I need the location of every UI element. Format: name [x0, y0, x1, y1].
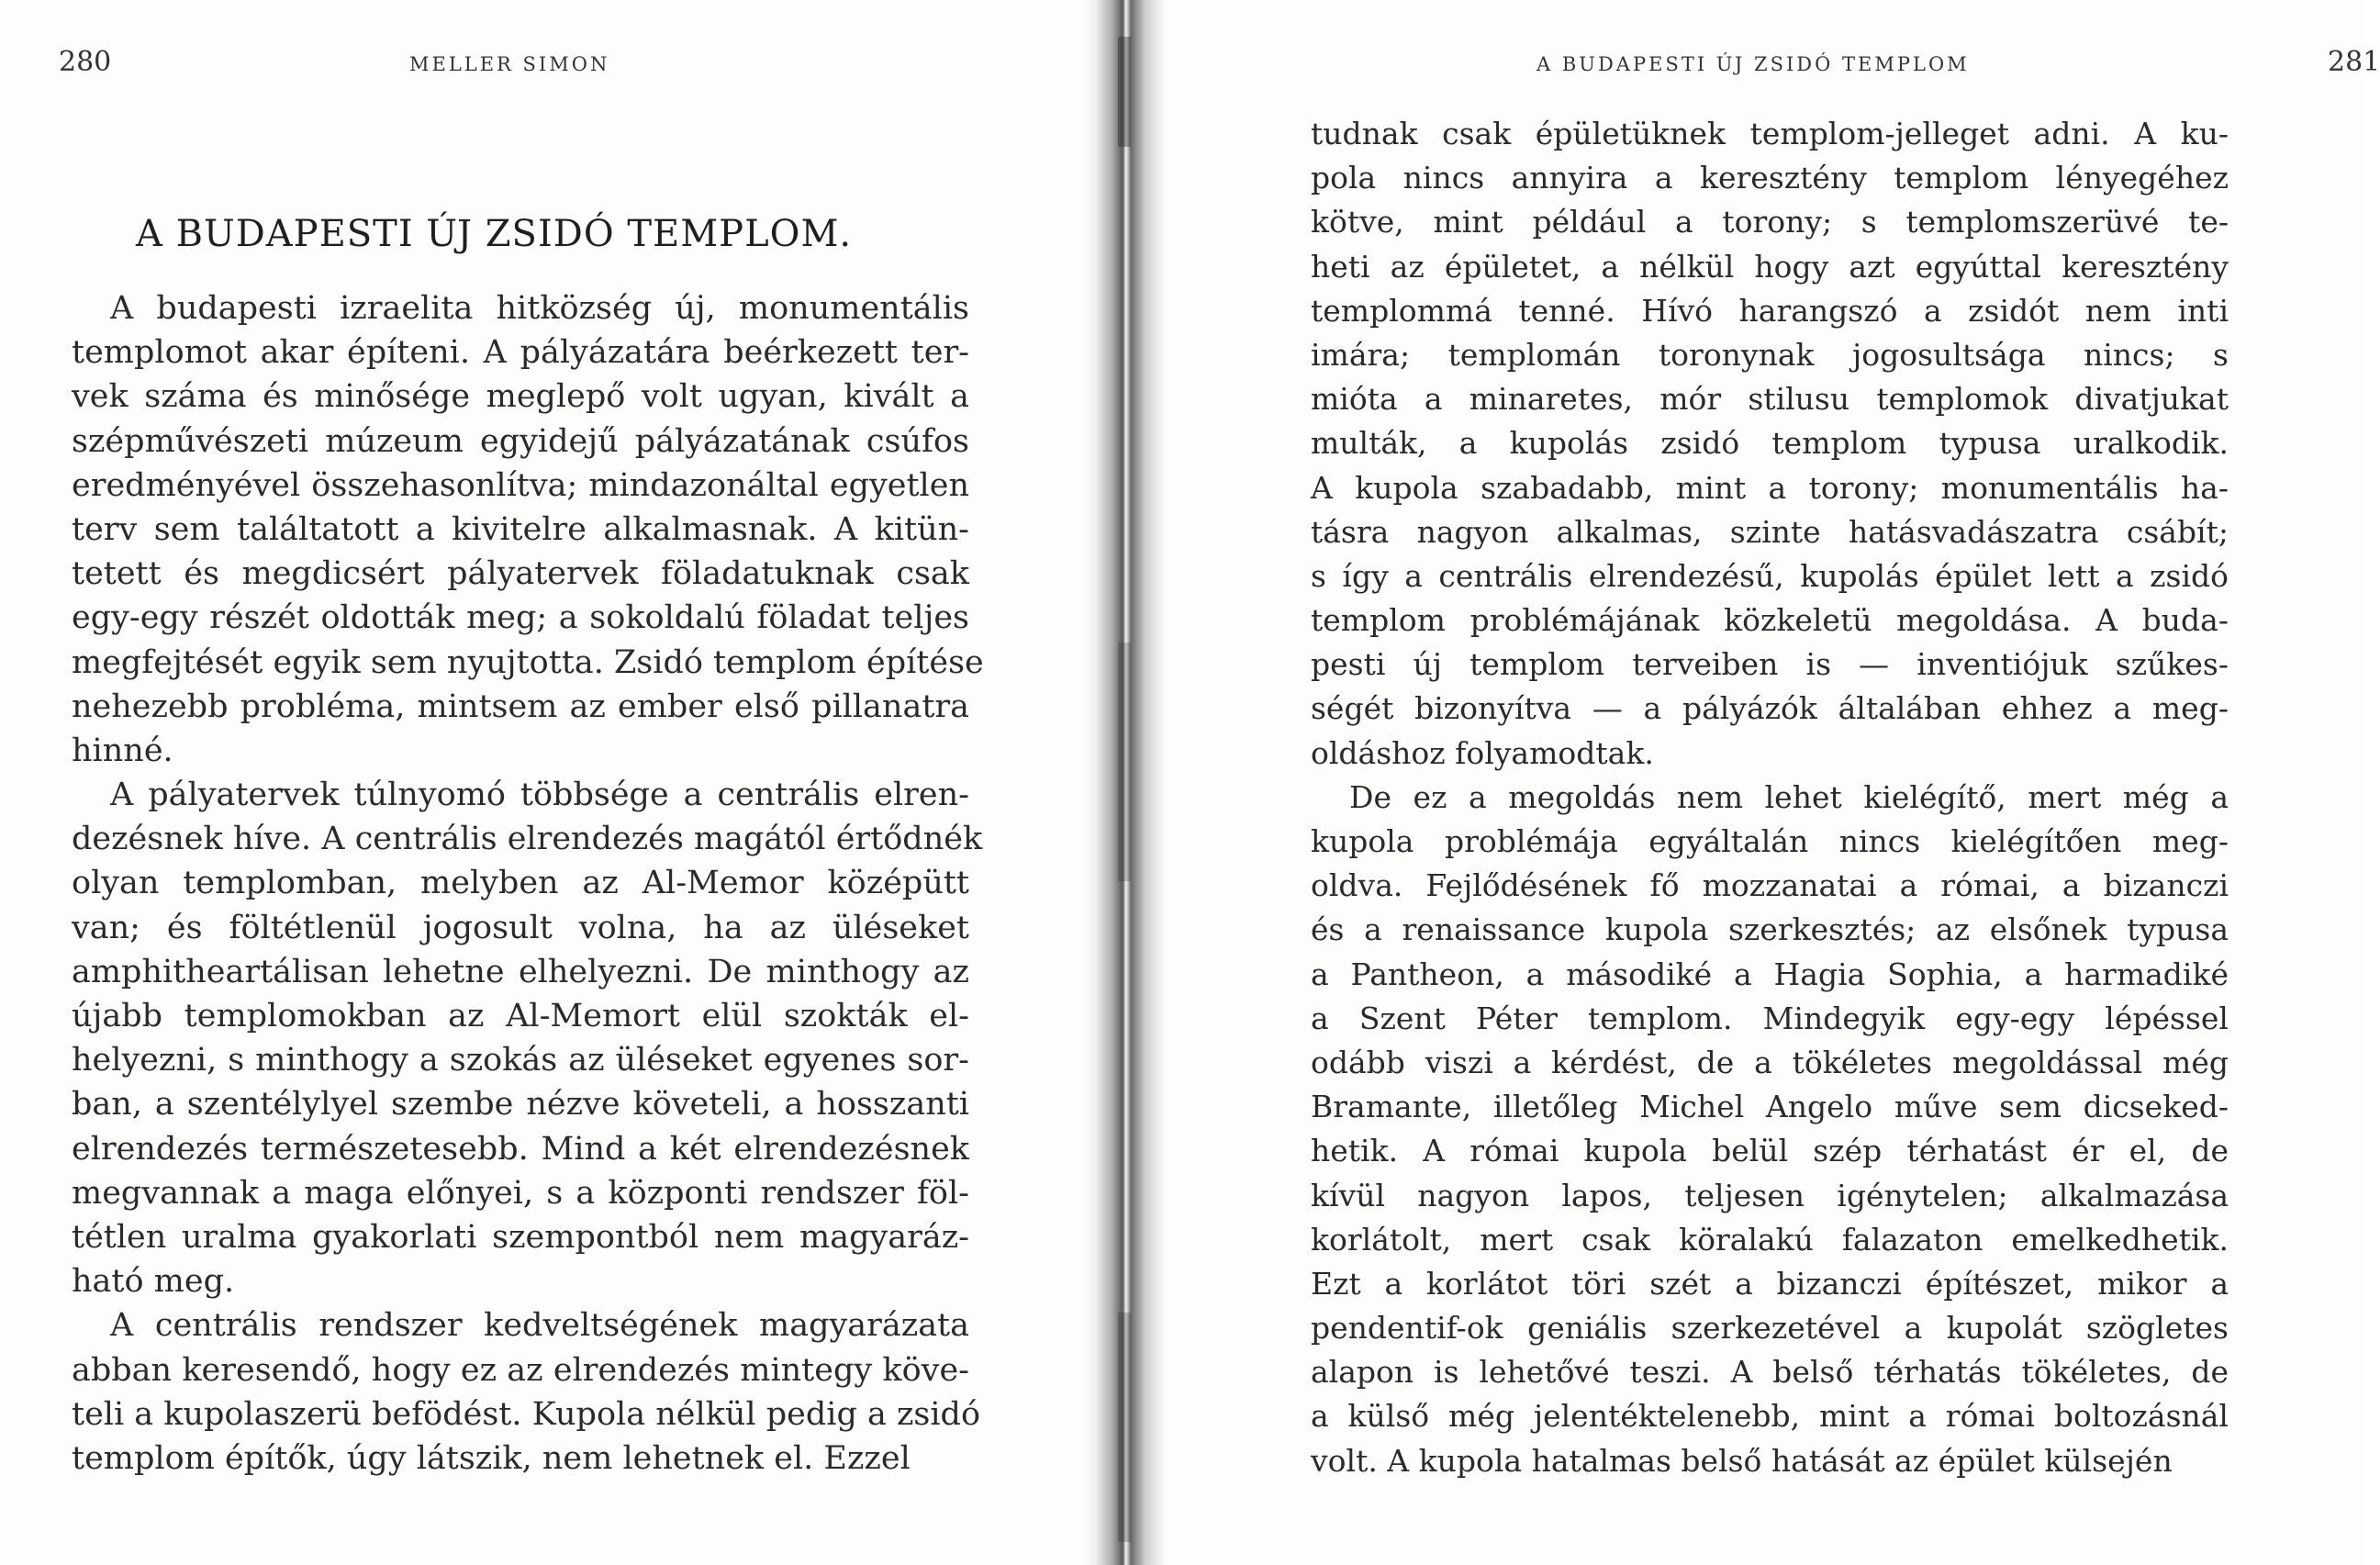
gutter-shadow — [1118, 643, 1131, 881]
text-line: tudnak csak épületüknek templom-jelleget adni. A ku- — [1311, 116, 2229, 151]
text-line: pesti új templom terveiben is — inventiójuk szűkes- — [1311, 646, 2229, 683]
text-line: amphitheartálisan lehetne elhelyezni. De minthogy az — [72, 953, 969, 990]
text-line: elrendezés természetesebb. Mind a két elrendezésnek — [72, 1130, 969, 1168]
text-line: megvannak a maga előnyei, s a központi rendszer föl- — [72, 1174, 969, 1212]
text-line: alapon is lehetővé teszi. A belső térhatás tökéletes, de — [1311, 1354, 2229, 1391]
right-page-body — [1311, 112, 2229, 1483]
text-line: De ez a megoldás nem lehet kielégítő, mert még a — [1349, 778, 2229, 815]
text-line: tétlen uralma gyakorlati szempontból nem magyaráz- — [72, 1218, 969, 1256]
text-line: kupola problémája egyáltalán nincs kielégítően meg- — [1311, 823, 2229, 859]
text-line: multák, a kupolás zsidó templom typusa uralkodik. — [1311, 425, 2229, 462]
text-line: odább viszi a kérdést, de a tökéletes megoldással még — [1311, 1044, 2229, 1080]
text-line: teli a kupolaszerü befödést. Kupola nélkül pedig a zsidó — [72, 1395, 981, 1433]
text-line: van; és föltétlenül jogosult volna, ha az üléseket — [72, 909, 969, 946]
text-line: A pályatervek túlnyomó többsége a centrális elren- — [110, 777, 969, 814]
text-line: nehezebb probléma, mintsem az ember első pillanatra — [72, 687, 969, 725]
running-head-right: A BUDAPESTI ÚJ ZSIDÓ TEMPLOM — [1536, 53, 1970, 75]
text-line: vek száma és minősége meglepő volt ugyan, kivált a — [72, 378, 969, 416]
text-line: oldva. Fejlődésének fő mozzanatai a római, a bizanczi — [1311, 867, 2229, 904]
text-line: mióta a minaretes, mór stilusu templomok divatjukat — [1311, 381, 2229, 418]
text-line: dezésnek híve. A centrális elrendezés magától értődnék — [72, 821, 983, 858]
text-line: a Pantheon, a másodiké a Hagia Sophia, a harmadiké — [1311, 956, 2229, 992]
text-line: korlátolt, mert csak köralakú falazaton emelkedhetik. — [1311, 1221, 2229, 1258]
text-line: tetett és megdicsért pályatervek föladatuknak csak — [72, 555, 969, 593]
text-line: pendentif-ok geniális szerkezetével a kupolát szögletes — [1311, 1310, 2229, 1347]
text-line: hetik. A római kupola belül szép térhatást ér el, de — [1311, 1133, 2229, 1169]
text-line: ségét bizonyítva — a pályázók általában ehhez a meg- — [1311, 690, 2229, 727]
text-line: A budapesti izraelita hitközség új, monumentális — [110, 290, 969, 327]
text-line: A kupola szabadabb, mint a torony; monumentális ha- — [1311, 469, 2229, 506]
text-line: imára; templomán toronynak jogosultsága nincs; s — [1311, 336, 2229, 373]
text-line: abban keresendő, hogy ez az elrendezés mintegy köve- — [72, 1351, 969, 1389]
text-line: a külső még jelentéktelenebb, mint a római boltozásnál — [1311, 1398, 2229, 1435]
text-line: szépművészeti múzeum egyidejű pályázatának csúfos — [72, 422, 969, 460]
text-line: olyan templomban, melyben az Al-Memor középütt — [72, 865, 969, 902]
text-line: és a renaissance kupola szerkesztés; az elsőnek typusa — [1311, 911, 2229, 948]
gutter-shadow — [1118, 1313, 1131, 1542]
text-line: a Szent Péter templom. Mindegyik egy-egy lépéssel — [1311, 1000, 2229, 1036]
text-line: volt. A kupola hatalmas belső hatását az épület külsején — [1311, 1442, 2173, 1479]
text-line: Bramante, illetőleg Michel Angelo műve sem dicseked- — [1311, 1089, 2229, 1125]
text-line: helyezni, s minthogy a szokás az üléseket egyenes sor- — [72, 1042, 969, 1079]
text-line: kötve, mint például a torony; s templomszerüvé te- — [1311, 204, 2229, 240]
text-line: templomot akar építeni. A pályázatára beérkezett ter- — [72, 334, 969, 372]
gutter-shadow — [1118, 37, 1131, 147]
text-line: ható meg. — [72, 1263, 235, 1301]
text-line: eredményével összehasonlítva; mindazonáltal egyetlen — [72, 466, 969, 504]
text-line: egy-egy részét oldották meg; a sokoldalú föladat teljes — [72, 599, 969, 637]
page-number-right: 281 — [2328, 46, 2380, 78]
left-page — [0, 0, 1111, 1565]
text-line: hinné. — [72, 732, 173, 769]
text-line: megfejtését egyik sem nyujtotta. Zsidó templom építése — [72, 643, 984, 681]
text-line: oldáshoz folyamodtak. — [1311, 734, 1654, 771]
text-line: kívül nagyon lapos, teljesen igénytelen; alkalmazása — [1311, 1177, 2229, 1213]
right-page — [1111, 0, 2380, 1565]
running-head-left: MELLER SIMON — [409, 53, 610, 75]
text-line: templom építők, úgy látszik, nem lehetnek el. Ezzel — [72, 1439, 911, 1477]
text-line: terv sem találtatott a kivitelre alkalmasnak. A kitün- — [72, 510, 969, 548]
chapter-title: A BUDAPESTI ÚJ ZSIDÓ TEMPLOM. — [136, 213, 853, 255]
page-number-left: 280 — [59, 46, 112, 78]
text-line: Ezt a korlátot töri szét a bizanczi építészet, mikor a — [1311, 1265, 2229, 1302]
text-line: templommá tenné. Hívó harangszó a zsidót nem inti — [1311, 292, 2229, 329]
text-line: templom problémájának közkeletü megoldása. A buda- — [1311, 602, 2229, 639]
left-page-body — [72, 286, 984, 1481]
text-line: A centrális rendszer kedveltségének magyarázata — [110, 1307, 969, 1345]
text-line: pola nincs annyira a keresztény templom lényegéhez — [1311, 160, 2229, 196]
text-line: ban, a szentélylyel szembe nézve követeli, a hosszanti — [72, 1086, 969, 1123]
text-line: újabb templomokban az Al-Memort elül szokták el- — [72, 998, 969, 1034]
text-line: tásra nagyon alkalmas, szinte hatásvadászatra csábít; — [1311, 513, 2229, 550]
text-line: heti az épületet, a nélkül hogy azt egyúttal keresztény — [1311, 248, 2229, 285]
text-line: s így a centrális elrendezésű, kupolás épület lett a zsidó — [1311, 557, 2229, 594]
